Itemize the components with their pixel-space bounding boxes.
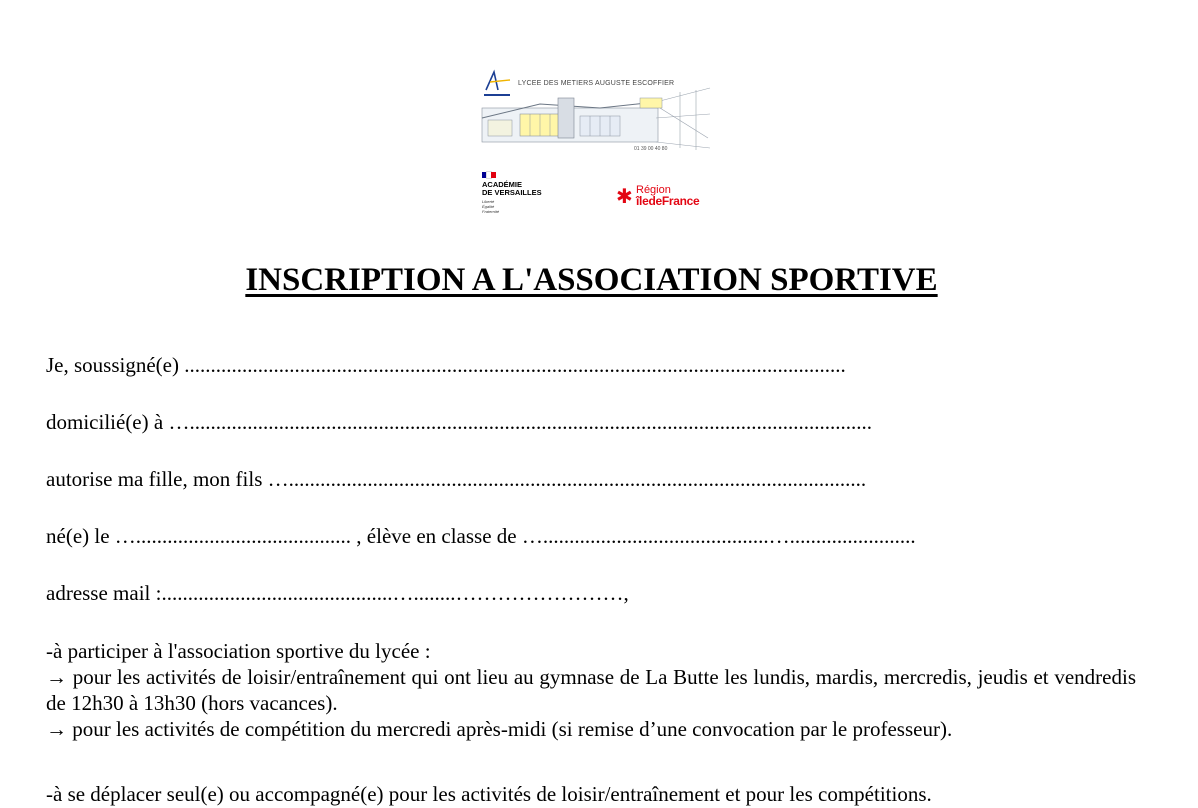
page-title: INSCRIPTION A L'ASSOCIATION SPORTIVE [245, 262, 938, 298]
field-ne-le-classe: né(e) le …......................................... , élève en classe de …...........................................…........................ [46, 524, 916, 548]
participation-competition: → pour les activités de compétition du mercredi après-midi (si remise d’une convocation par le professeur). [46, 717, 953, 741]
region-ile-de-france-logo [616, 184, 726, 210]
academy-name: ACADÉMIE DE VERSAILLES [482, 180, 542, 197]
participation-loisir: → pour les activités de loisir/entraînement qui ont lieu au gymnase de La Butte les lundis, mardis, mercredis, jeudis et vendredis de 12h30 à 13h30 (hors vacances). [46, 665, 1136, 715]
flag-red [491, 172, 496, 178]
travel-text: -à se déplacer seul(e) ou accompagné(e) pour les activités de loisir/entraînement et pour les compétitions. [46, 782, 932, 806]
region-name: îledeFrance [636, 194, 700, 208]
academy-motto: Liberté Égalité Fraternité [482, 199, 500, 214]
travel-paragraph [46, 781, 1136, 807]
school-phone: 01 39 00 40 80 [634, 146, 668, 152]
school-name: LYCEE DES METIERS AUGUSTE ESCOFFIER [518, 80, 675, 87]
participation-intro: -à participer à l'association sportive du lycée : [46, 639, 431, 663]
region-star-icon: ✱ [616, 186, 633, 208]
academie-versailles-logo [482, 172, 592, 222]
field-domicilie: domicilié(e) à ….................................................................................................................................. [46, 410, 872, 434]
french-flag-icon [482, 172, 496, 178]
field-soussigne: Je, soussigné(e) .............................................................................................................................. [46, 353, 846, 377]
field-autorise: autorise ma fille, mon fils ….............................................................................................................. [46, 467, 867, 491]
field-adresse-mail: adresse mail :............................................…........……………………, [46, 581, 629, 605]
region-word: Région [636, 184, 671, 196]
participation-paragraph [46, 638, 1136, 742]
school-logo [480, 68, 712, 156]
